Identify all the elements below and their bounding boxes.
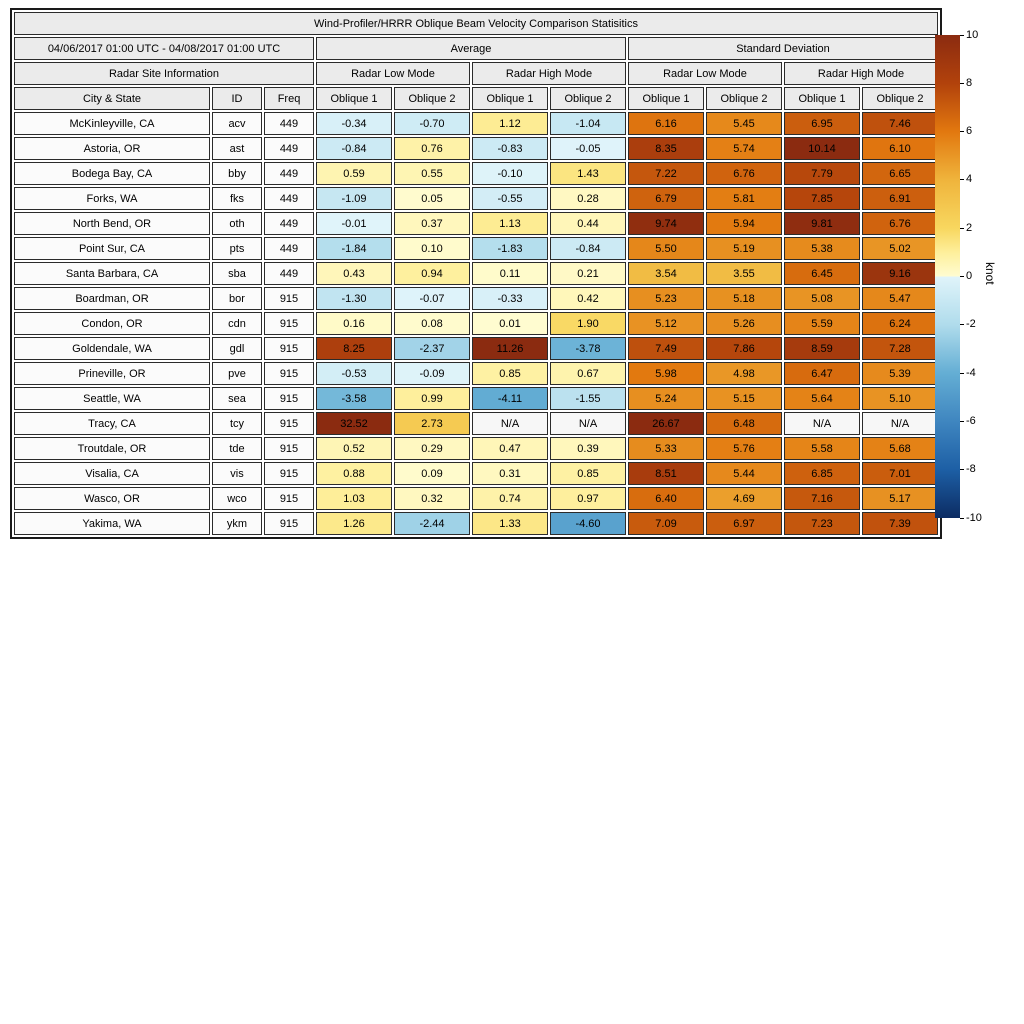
std-low-mode-header: Radar Low Mode [628, 62, 782, 85]
table-row [14, 337, 938, 360]
colorbar-tick [960, 469, 964, 470]
value-cell: 0.43 [316, 262, 392, 285]
city-cell: Tracy, CA [14, 412, 210, 435]
city-cell: Santa Barbara, CA [14, 262, 210, 285]
value-cell: 6.85 [784, 462, 860, 485]
value-cell: 0.85 [472, 362, 548, 385]
colorbar-tick [960, 373, 964, 374]
colorbar-tick-label: -6 [966, 414, 976, 427]
value-cell: 0.76 [394, 137, 470, 160]
value-cell: -0.07 [394, 287, 470, 310]
value-cell: 0.28 [550, 187, 626, 210]
city-cell: Prineville, OR [14, 362, 210, 385]
value-cell: 5.23 [628, 287, 704, 310]
colorbar-tick [960, 83, 964, 84]
value-cell: 0.21 [550, 262, 626, 285]
colorbar-tick [960, 228, 964, 229]
col-header-freq: Freq [264, 87, 314, 110]
col-header-oblique: Oblique 1 [316, 87, 392, 110]
value-cell: 5.39 [862, 362, 938, 385]
value-cell: -0.34 [316, 112, 392, 135]
value-cell: -2.44 [394, 512, 470, 535]
value-cell: 0.37 [394, 212, 470, 235]
value-cell: -1.09 [316, 187, 392, 210]
city-cell: Forks, WA [14, 187, 210, 210]
site-id-cell: pve [212, 362, 262, 385]
stats-table [10, 8, 942, 539]
value-cell: 0.88 [316, 462, 392, 485]
colorbar [935, 35, 960, 518]
table-row [14, 387, 938, 410]
value-cell: 5.76 [706, 437, 782, 460]
table-row [14, 162, 938, 185]
freq-cell: 915 [264, 362, 314, 385]
value-cell: 6.16 [628, 112, 704, 135]
value-cell: 0.67 [550, 362, 626, 385]
value-cell: 5.68 [862, 437, 938, 460]
value-cell: 6.45 [784, 262, 860, 285]
value-cell: 7.49 [628, 337, 704, 360]
value-cell: 8.51 [628, 462, 704, 485]
table-row [14, 437, 938, 460]
value-cell: 6.91 [862, 187, 938, 210]
value-cell: 0.10 [394, 237, 470, 260]
freq-cell: 915 [264, 437, 314, 460]
value-cell: 5.50 [628, 237, 704, 260]
value-cell: 5.74 [706, 137, 782, 160]
colorbar-tick [960, 179, 964, 180]
value-cell: 0.31 [472, 462, 548, 485]
value-cell: 7.23 [784, 512, 860, 535]
value-cell: 0.52 [316, 437, 392, 460]
table-row [14, 487, 938, 510]
value-cell: 7.39 [862, 512, 938, 535]
city-cell: Astoria, OR [14, 137, 210, 160]
site-id-cell: gdl [212, 337, 262, 360]
col-header-oblique: Oblique 1 [628, 87, 704, 110]
value-cell: 1.26 [316, 512, 392, 535]
value-cell: 0.85 [550, 462, 626, 485]
table-row [14, 262, 938, 285]
colorbar-tick [960, 421, 964, 422]
value-cell: 5.45 [706, 112, 782, 135]
value-cell: -0.53 [316, 362, 392, 385]
value-cell: 10.14 [784, 137, 860, 160]
freq-cell: 915 [264, 312, 314, 335]
value-cell: 32.52 [316, 412, 392, 435]
freq-cell: 915 [264, 487, 314, 510]
value-cell: 1.33 [472, 512, 548, 535]
value-cell: 7.86 [706, 337, 782, 360]
value-cell: 5.94 [706, 212, 782, 235]
value-cell: 1.12 [472, 112, 548, 135]
table-row [14, 112, 938, 135]
colorbar-tick [960, 35, 964, 36]
value-cell: 0.44 [550, 212, 626, 235]
value-cell: 6.40 [628, 487, 704, 510]
colorbar-unit-label: knot [983, 262, 997, 285]
value-cell: -3.58 [316, 387, 392, 410]
value-cell: 5.24 [628, 387, 704, 410]
value-cell: -0.05 [550, 137, 626, 160]
avg-low-mode-header: Radar Low Mode [316, 62, 470, 85]
value-cell: -3.78 [550, 337, 626, 360]
colorbar-tick-label: 8 [966, 76, 973, 89]
site-info-header: Radar Site Information [14, 62, 314, 85]
value-cell: 5.33 [628, 437, 704, 460]
value-cell: 0.09 [394, 462, 470, 485]
average-group-header: Average [316, 37, 626, 60]
value-cell: 9.16 [862, 262, 938, 285]
value-cell: 0.47 [472, 437, 548, 460]
value-cell: N/A [784, 412, 860, 435]
site-id-cell: ast [212, 137, 262, 160]
city-cell: Visalia, CA [14, 462, 210, 485]
colorbar-tick [960, 518, 964, 519]
value-cell: -0.09 [394, 362, 470, 385]
value-cell: 6.65 [862, 162, 938, 185]
freq-cell: 449 [264, 212, 314, 235]
freq-cell: 449 [264, 137, 314, 160]
value-cell: N/A [472, 412, 548, 435]
avg-high-mode-header: Radar High Mode [472, 62, 626, 85]
value-cell: 6.76 [862, 212, 938, 235]
value-cell: 5.64 [784, 387, 860, 410]
table-row [14, 137, 938, 160]
city-cell: Troutdale, OR [14, 437, 210, 460]
value-cell: 7.46 [862, 112, 938, 135]
value-cell: 26.67 [628, 412, 704, 435]
value-cell: N/A [550, 412, 626, 435]
value-cell: -4.11 [472, 387, 548, 410]
value-cell: 6.79 [628, 187, 704, 210]
value-cell: 0.97 [550, 487, 626, 510]
value-cell: 0.01 [472, 312, 548, 335]
value-cell: 0.99 [394, 387, 470, 410]
site-id-cell: bor [212, 287, 262, 310]
value-cell: -0.70 [394, 112, 470, 135]
value-cell: 3.54 [628, 262, 704, 285]
site-id-cell: vis [212, 462, 262, 485]
table-row [14, 412, 938, 435]
site-id-cell: pts [212, 237, 262, 260]
city-cell: Wasco, OR [14, 487, 210, 510]
table-row [14, 462, 938, 485]
value-cell: 5.08 [784, 287, 860, 310]
site-id-cell: acv [212, 112, 262, 135]
site-id-cell: wco [212, 487, 262, 510]
value-cell: 5.26 [706, 312, 782, 335]
col-header-oblique: Oblique 2 [394, 87, 470, 110]
value-cell: 5.18 [706, 287, 782, 310]
value-cell: 4.98 [706, 362, 782, 385]
value-cell: 1.43 [550, 162, 626, 185]
colorbar-tick-label: -10 [966, 511, 982, 524]
value-cell: 5.12 [628, 312, 704, 335]
value-cell: 5.98 [628, 362, 704, 385]
col-header-city: City & State [14, 87, 210, 110]
value-cell: 5.47 [862, 287, 938, 310]
value-cell: 8.35 [628, 137, 704, 160]
value-cell: -4.60 [550, 512, 626, 535]
site-id-cell: oth [212, 212, 262, 235]
freq-cell: 915 [264, 387, 314, 410]
value-cell: 0.74 [472, 487, 548, 510]
value-cell: 1.90 [550, 312, 626, 335]
colorbar-tick [960, 131, 964, 132]
value-cell: 5.10 [862, 387, 938, 410]
colorbar-tick-label: 4 [966, 173, 973, 186]
value-cell: N/A [862, 412, 938, 435]
freq-cell: 915 [264, 287, 314, 310]
table-row [14, 237, 938, 260]
table-row [14, 187, 938, 210]
colorbar-gradient [935, 35, 960, 518]
value-cell: 9.81 [784, 212, 860, 235]
value-cell: 0.16 [316, 312, 392, 335]
value-cell: 0.05 [394, 187, 470, 210]
col-header-oblique: Oblique 2 [550, 87, 626, 110]
value-cell: 6.47 [784, 362, 860, 385]
value-cell: 0.94 [394, 262, 470, 285]
value-cell: 1.03 [316, 487, 392, 510]
value-cell: 7.01 [862, 462, 938, 485]
city-cell: North Bend, OR [14, 212, 210, 235]
value-cell: 0.55 [394, 162, 470, 185]
value-cell: 0.08 [394, 312, 470, 335]
site-id-cell: bby [212, 162, 262, 185]
value-cell: 5.19 [706, 237, 782, 260]
value-cell: -0.33 [472, 287, 548, 310]
colorbar-tick-label: -8 [966, 463, 976, 476]
city-cell: Goldendale, WA [14, 337, 210, 360]
value-cell: -1.04 [550, 112, 626, 135]
value-cell: -0.10 [472, 162, 548, 185]
site-id-cell: fks [212, 187, 262, 210]
value-cell: 0.32 [394, 487, 470, 510]
value-cell: -0.83 [472, 137, 548, 160]
site-id-cell: tcy [212, 412, 262, 435]
freq-cell: 449 [264, 237, 314, 260]
value-cell: 6.10 [862, 137, 938, 160]
freq-cell: 915 [264, 512, 314, 535]
col-header-oblique: Oblique 2 [862, 87, 938, 110]
value-cell: 5.58 [784, 437, 860, 460]
value-cell: 0.59 [316, 162, 392, 185]
value-cell: 11.26 [472, 337, 548, 360]
city-cell: Point Sur, CA [14, 237, 210, 260]
colorbar-tick-label: 2 [966, 221, 973, 234]
stddev-group-header: Standard Deviation [628, 37, 938, 60]
table-title: Wind-Profiler/HRRR Oblique Beam Velocity Comparison Statisitics [14, 12, 938, 35]
colorbar-tick-label: -2 [966, 318, 976, 331]
value-cell: 0.11 [472, 262, 548, 285]
table-row [14, 287, 938, 310]
date-range-header: 04/06/2017 01:00 UTC - 04/08/2017 01:00 UTC [14, 37, 314, 60]
table-row [14, 512, 938, 535]
colorbar-tick-label: 6 [966, 125, 973, 138]
value-cell: 6.48 [706, 412, 782, 435]
value-cell: -0.01 [316, 212, 392, 235]
std-high-mode-header: Radar High Mode [784, 62, 938, 85]
value-cell: 5.02 [862, 237, 938, 260]
city-cell: Bodega Bay, CA [14, 162, 210, 185]
value-cell: -1.83 [472, 237, 548, 260]
city-cell: Seattle, WA [14, 387, 210, 410]
value-cell: 6.95 [784, 112, 860, 135]
value-cell: 5.38 [784, 237, 860, 260]
value-cell: -0.55 [472, 187, 548, 210]
table-row [14, 212, 938, 235]
col-header-oblique: Oblique 1 [784, 87, 860, 110]
value-cell: 2.73 [394, 412, 470, 435]
value-cell: 5.17 [862, 487, 938, 510]
value-cell: -1.84 [316, 237, 392, 260]
colorbar-tick [960, 324, 964, 325]
value-cell: 4.69 [706, 487, 782, 510]
city-cell: Boardman, OR [14, 287, 210, 310]
col-header-id: ID [212, 87, 262, 110]
value-cell: 6.24 [862, 312, 938, 335]
value-cell: 9.74 [628, 212, 704, 235]
value-cell: 6.76 [706, 162, 782, 185]
city-cell: Condon, OR [14, 312, 210, 335]
value-cell: -0.84 [316, 137, 392, 160]
value-cell: 7.16 [784, 487, 860, 510]
value-cell: 6.97 [706, 512, 782, 535]
value-cell: 5.15 [706, 387, 782, 410]
site-id-cell: ykm [212, 512, 262, 535]
freq-cell: 449 [264, 162, 314, 185]
value-cell: 7.85 [784, 187, 860, 210]
colorbar-tick-label: -4 [966, 366, 976, 379]
freq-cell: 449 [264, 187, 314, 210]
value-cell: 7.28 [862, 337, 938, 360]
site-id-cell: sea [212, 387, 262, 410]
site-id-cell: cdn [212, 312, 262, 335]
value-cell: -0.84 [550, 237, 626, 260]
colorbar-tick [960, 276, 964, 277]
freq-cell: 449 [264, 262, 314, 285]
value-cell: 1.13 [472, 212, 548, 235]
table-row [14, 362, 938, 385]
value-cell: 5.44 [706, 462, 782, 485]
value-cell: 5.59 [784, 312, 860, 335]
value-cell: 3.55 [706, 262, 782, 285]
table-row [14, 312, 938, 335]
value-cell: -2.37 [394, 337, 470, 360]
value-cell: 0.42 [550, 287, 626, 310]
col-header-oblique: Oblique 2 [706, 87, 782, 110]
freq-cell: 915 [264, 337, 314, 360]
value-cell: -1.30 [316, 287, 392, 310]
city-cell: Yakima, WA [14, 512, 210, 535]
value-cell: 7.09 [628, 512, 704, 535]
value-cell: 5.81 [706, 187, 782, 210]
value-cell: 0.29 [394, 437, 470, 460]
value-cell: 7.79 [784, 162, 860, 185]
colorbar-tick-label: 10 [966, 28, 979, 41]
col-header-oblique: Oblique 1 [472, 87, 548, 110]
city-cell: McKinleyville, CA [14, 112, 210, 135]
freq-cell: 449 [264, 112, 314, 135]
freq-cell: 915 [264, 462, 314, 485]
value-cell: 8.25 [316, 337, 392, 360]
value-cell: 8.59 [784, 337, 860, 360]
value-cell: -1.55 [550, 387, 626, 410]
site-id-cell: tde [212, 437, 262, 460]
value-cell: 0.39 [550, 437, 626, 460]
value-cell: 7.22 [628, 162, 704, 185]
freq-cell: 915 [264, 412, 314, 435]
colorbar-tick-label: 0 [966, 270, 973, 282]
site-id-cell: sba [212, 262, 262, 285]
